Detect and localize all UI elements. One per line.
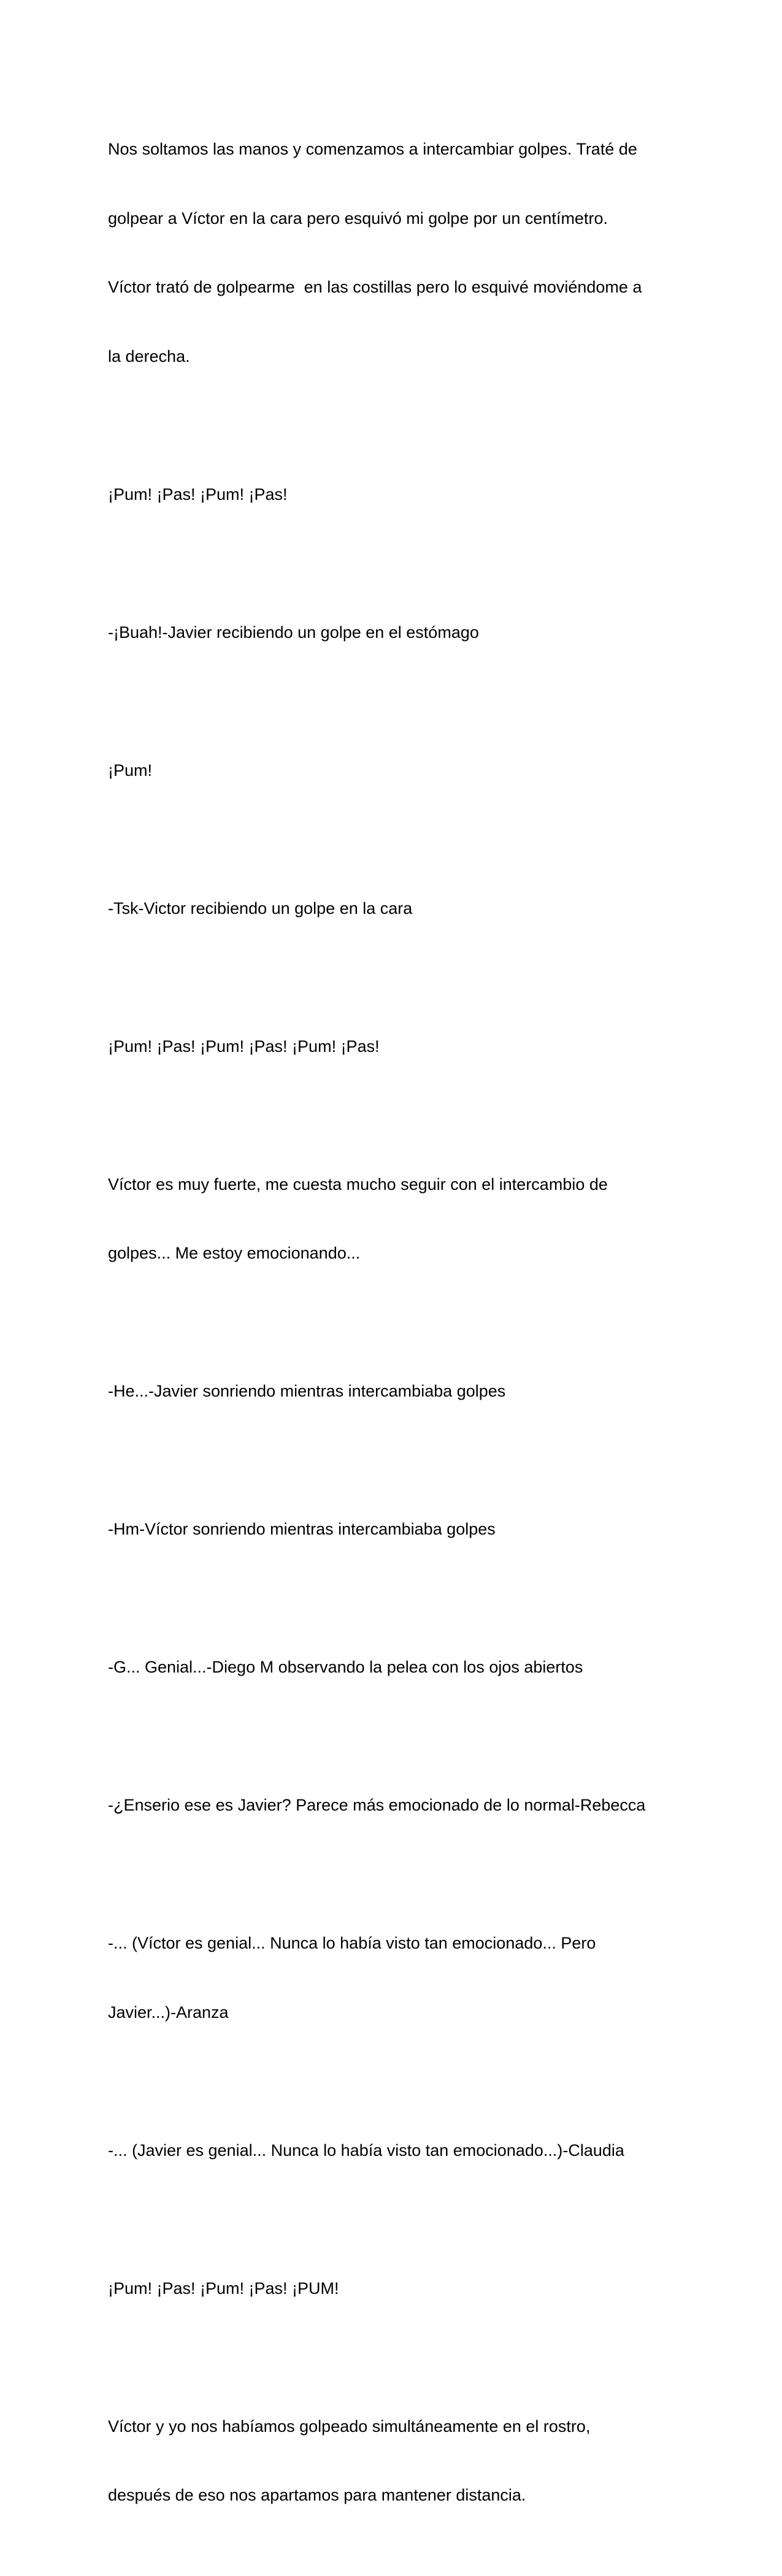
- text-line: Nos soltamos las manos y comenzamos a intercambiar golpes. Traté de: [108, 140, 637, 158]
- text-line: golpear a Víctor en la cara pero esquivó mi golpe por un centímetro.: [108, 209, 608, 228]
- paragraph-10: [108, 1610, 678, 1725]
- paragraph-5: [108, 851, 678, 967]
- paragraph-15: [108, 2369, 678, 2553]
- paragraph-13: [108, 2093, 678, 2209]
- paragraph-9: [108, 1472, 678, 1587]
- paragraph-14: [108, 2231, 678, 2347]
- paragraph-3: [108, 575, 678, 691]
- text-line: la derecha.: [108, 347, 190, 366]
- text-line: -G... Genial...-Diego M observando la pelea con los ojos abiertos: [108, 1658, 583, 1676]
- text-line: Víctor trató de golpearme en las costillas pero lo esquivé moviéndome a: [108, 278, 642, 296]
- text-line: golpes... Me estoy emocionando...: [108, 1244, 361, 1262]
- text-line: ¡Pum! ¡Pas! ¡Pum! ¡Pas! ¡PUM!: [108, 2279, 339, 2298]
- text-line: ¡Pum! ¡Pas! ¡Pum! ¡Pas!: [108, 485, 288, 504]
- paragraph-1: [108, 92, 678, 414]
- text-line: -Hm-Víctor sonriendo mientras intercambiaba golpes: [108, 1520, 496, 1538]
- text-line: -Tsk-Victor recibiendo un golpe en la cara: [108, 899, 413, 918]
- text-line: ¡Pum!: [108, 761, 153, 780]
- text-line: Víctor y yo nos habíamos golpeado simultáneamente en el rostro,: [108, 2417, 591, 2436]
- text-line: -... (Víctor es genial... Nunca lo había visto tan emocionado... Pero: [108, 1934, 596, 1952]
- paragraph-4: [108, 713, 678, 829]
- document-body: [108, 92, 678, 2576]
- paragraph-8: [108, 1334, 678, 1449]
- text-line: -He...-Javier sonriendo mientras intercambiaba golpes: [108, 1382, 506, 1400]
- text-line: Javier...)-Aranza: [108, 2003, 229, 2022]
- text-line: ¡Pum! ¡Pas! ¡Pum! ¡Pas! ¡Pum! ¡Pas!: [108, 1037, 380, 1056]
- paragraph-11: [108, 1748, 678, 1863]
- text-line: -... (Javier es genial... Nunca lo había visto tan emocionado...)-Claudia: [108, 2141, 624, 2160]
- paragraph-6: [108, 989, 678, 1105]
- text-line: -¡Buah!-Javier recibiendo un golpe en el estómago: [108, 623, 479, 642]
- text-line: Víctor es muy fuerte, me cuesta mucho seguir con el intercambio de: [108, 1175, 608, 1194]
- text-line: después de eso nos apartamos para mantener distancia.: [108, 2486, 526, 2504]
- paragraph-7: [108, 1127, 678, 1311]
- paragraph-12: [108, 1886, 678, 2070]
- paragraph-2: [108, 437, 678, 553]
- text-line: -¿Enserio ese es Javier? Parece más emocionado de lo normal-Rebecca: [108, 1796, 646, 1814]
